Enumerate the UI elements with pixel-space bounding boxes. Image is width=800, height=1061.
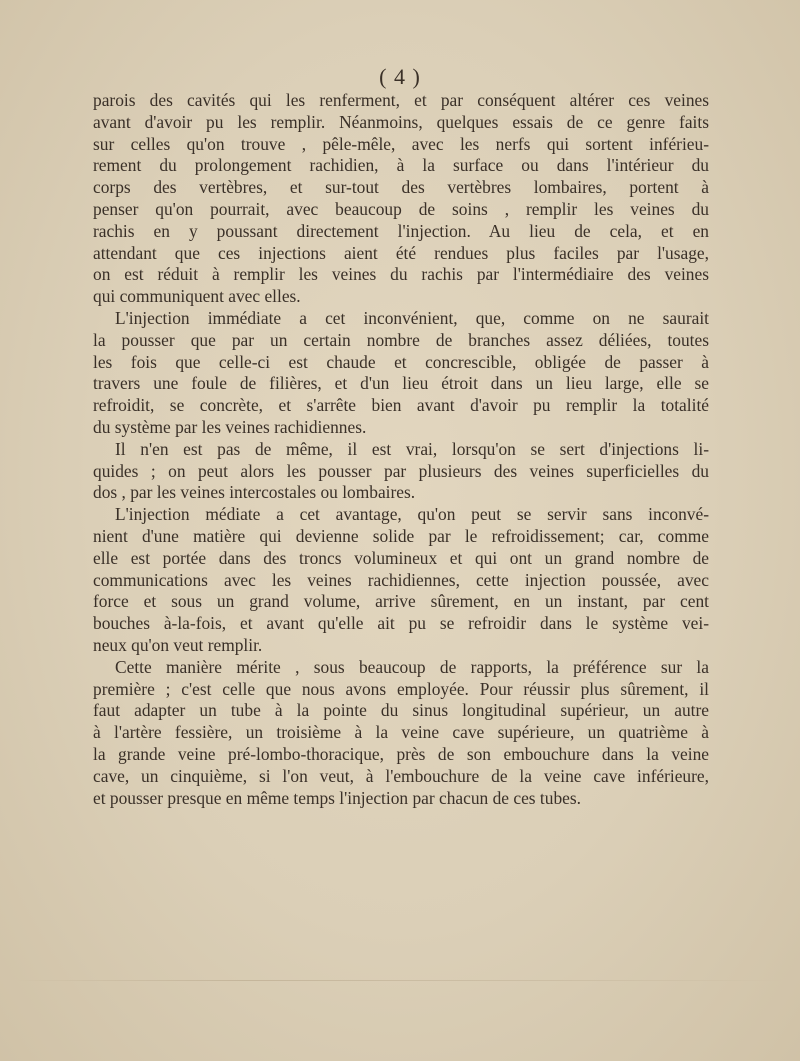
text-line: la grande veine pré-lombo-thoracique, près de son embouchure dans la veine	[93, 743, 709, 764]
text-line: rement du prolongement rachidien, à la surface ou dans l'intérieur du	[93, 155, 709, 176]
text-line: la pousser que par un certain nombre de branches assez déliées, toutes	[93, 329, 709, 350]
text-line: penser qu'on pourrait, avec beaucoup de soins , remplir les veines du	[93, 198, 709, 219]
text-line: du système par les veines rachidiennes.	[93, 416, 367, 437]
text-line: elle est portée dans des troncs volumineux et qui ont un grand nombre de	[93, 547, 709, 568]
text-line: faut adapter un tube à la pointe du sinus longitudinal supérieur, un autre	[93, 700, 709, 721]
text-line: neux qu'on veut remplir.	[93, 634, 263, 655]
text-line: rachis en y poussant directement l'injection. Au lieu de cela, et en	[93, 220, 709, 241]
text-line: L'injection immédiate a cet inconvénient, que, comme on ne saurait	[115, 307, 709, 328]
text-line: force et sous un grand volume, arrive sûrement, en un instant, par cent	[93, 591, 709, 612]
text-line: les fois que celle-ci est chaude et concrescible, obligée de passer à	[93, 351, 709, 372]
paper-crease	[10, 980, 790, 981]
text-line: première ; c'est celle que nous avons employée. Pour réussir plus sûrement, il	[93, 678, 709, 699]
text-line: sur celles qu'on trouve , pêle-mêle, avec les nerfs qui sortent inférieu-	[93, 133, 709, 154]
text-line: on est réduit à remplir les veines du rachis par l'intermédiaire des veines	[93, 264, 709, 285]
text-line: et pousser presque en même temps l'injection par chacun de ces tubes.	[93, 787, 581, 808]
body-text	[93, 90, 709, 809]
text-line: Cette manière mérite , sous beaucoup de rapports, la préférence sur la	[115, 656, 709, 677]
text-line: Il n'en est pas de même, il est vrai, lorsqu'on se sert d'injections li-	[115, 438, 709, 459]
text-line: bouches à-la-fois, et avant qu'elle ait pu se refroidir dans le système vei-	[93, 613, 709, 634]
text-line: travers une foule de filières, et d'un lieu étroit dans un lieu large, elle se	[93, 373, 709, 394]
text-line: dos , par les veines intercostales ou lombaires.	[93, 482, 416, 503]
paragraph-1	[93, 90, 709, 308]
text-line: L'injection médiate a cet avantage, qu'on peut se servir sans inconvé-	[115, 504, 709, 525]
text-line: à l'artère fessière, un troisième à la veine cave supérieure, un quatrième à	[93, 722, 709, 743]
text-line: quides ; on peut alors les pousser par plusieurs des veines superficielles du	[93, 460, 709, 481]
text-line: refroidit, se concrète, et s'arrête bien avant d'avoir pu remplir la totalité	[93, 395, 709, 416]
paragraph-2	[93, 308, 709, 439]
text-line: nient d'une matière qui devienne solide par le refroidissement; car, comme	[93, 525, 709, 546]
paragraph-5	[93, 657, 709, 810]
paragraph-4	[93, 504, 709, 657]
text-line: cave, un cinquième, si l'on veut, à l'embouchure de la veine cave inférieure,	[93, 765, 709, 786]
text-line: avant d'avoir pu les remplir. Néanmoins, quelques essais de ce genre faits	[93, 111, 709, 132]
page-number: ( 4 )	[379, 64, 421, 89]
text-line: communications avec les veines rachidiennes, cette injection poussée, avec	[93, 569, 709, 590]
text-line: attendant que ces injections aient été rendues plus faciles par l'usage,	[93, 242, 709, 263]
text-line: parois des cavités qui les renferment, et par conséquent altérer ces veines	[93, 90, 709, 110]
text-line: qui communiquent avec elles.	[93, 286, 301, 307]
paragraph-3	[93, 439, 709, 504]
text-line: corps des vertèbres, et sur-tout des vertèbres lombaires, portent à	[93, 177, 709, 198]
